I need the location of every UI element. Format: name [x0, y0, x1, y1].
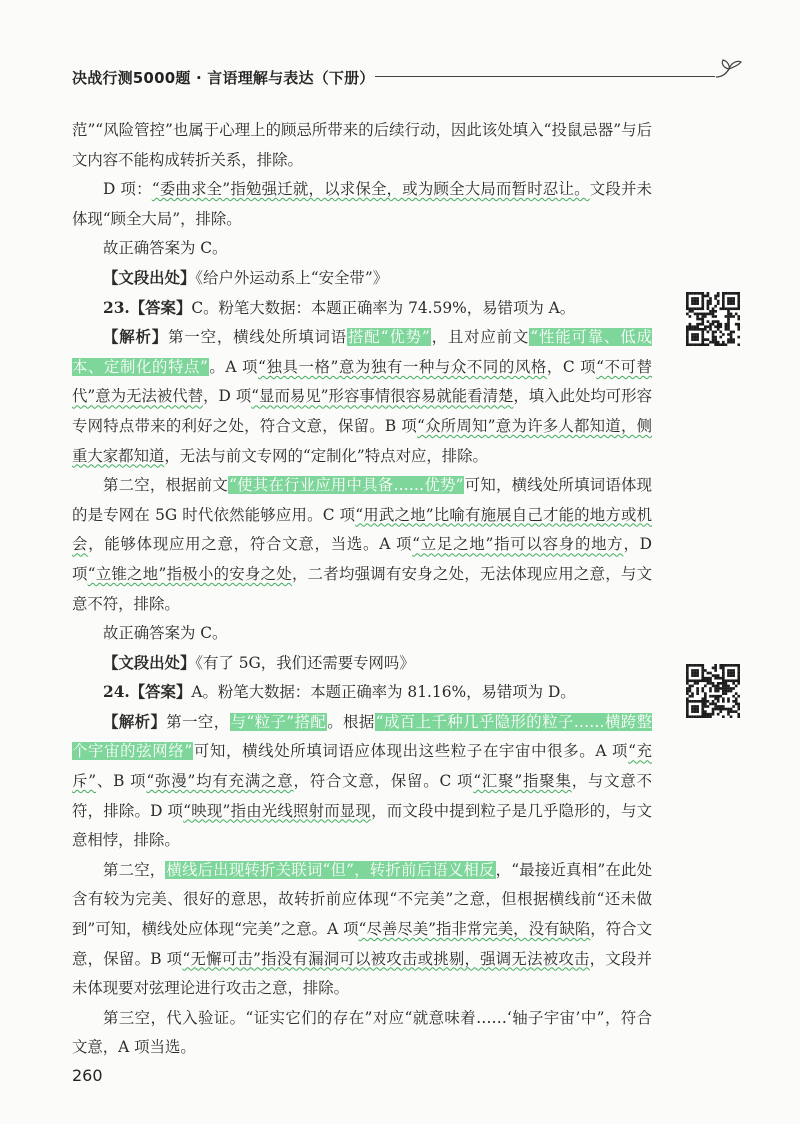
- underlined-text: “充斥”: [72, 742, 652, 791]
- paragraph: [72, 294, 652, 324]
- highlighted-text: 搭配“优势”: [348, 328, 430, 347]
- text-segment: 。根据: [327, 712, 375, 731]
- underlined-text: “映现”指由光线照射而显现: [183, 801, 372, 820]
- page-number: 260: [72, 1066, 103, 1085]
- text-segment: 《给户外运动系上“安全带”》: [195, 268, 389, 287]
- text-segment: ，二者均强调有安身之处，无法体现应用之意，与文意不符，排除。: [72, 564, 652, 613]
- section-label: 24.【答案】: [103, 683, 192, 702]
- text-segment: ，D 项: [72, 535, 652, 583]
- underlined-text: “弥漫”均有充满之意: [146, 772, 294, 791]
- text-segment: 故正确答案为 C。: [103, 239, 228, 258]
- underlined-text: “立足之地”指可以容身的地方: [412, 535, 624, 554]
- paragraph: [72, 264, 652, 294]
- text-segment: 第三空，代入验证。“证实它们的存在”对应“就意味着……‘轴子宇宙’中”，符合文意，A 项当选。: [72, 1008, 652, 1057]
- text-segment: ，文段并未体现要对弦理论进行攻击之意，排除。: [72, 949, 652, 998]
- text-segment: ，填入此处均可形容专网特点带来的利好之处，符合文意，保留。B 项: [72, 387, 652, 435]
- text-segment: ，而文段中提到粒子是几乎隐形的，与文意相悖，排除。: [72, 801, 652, 850]
- text-segment: ，符合文意，保留。B 项: [72, 920, 652, 968]
- underlined-text: “委曲求全”指勉强迁就，以求保全，或为顾全大局而暂时忍让。: [151, 180, 590, 199]
- paragraph: [72, 323, 652, 471]
- text-segment: ，“最接近真相”在此处含有较为完美、很好的意思，故转折前应体现“不完美”之意，但根据横线前“还未做到”可知，横线处应体现“完美”之意。A 项: [72, 860, 652, 939]
- text-segment: 文段并未体现“顾全大局”，排除。: [72, 180, 652, 228]
- qr-code-23[interactable]: [686, 292, 740, 346]
- text-segment: ，与文意不符，排除。D 项: [72, 772, 652, 820]
- highlighted-text: “性能可靠、低成本、定制化的特点”: [72, 328, 652, 376]
- paragraph: [72, 856, 652, 1004]
- paragraph: [72, 619, 652, 649]
- section-label: 【解析】: [103, 712, 167, 731]
- text-segment: 。A 项: [208, 357, 259, 376]
- paragraph: [72, 708, 652, 856]
- header-divider: [375, 76, 715, 77]
- underlined-text: “立锥之地”指极小的安身之处: [87, 564, 292, 583]
- highlighted-text: 横线后出现转折关联词“但”，转折前后语义相反: [166, 860, 495, 879]
- underlined-text: “汇聚”指聚集: [473, 772, 572, 791]
- highlighted-text: “使其在行业应用中具备……优势”: [229, 476, 464, 495]
- paragraph: [72, 234, 652, 264]
- section-label: 23.【答案】: [103, 298, 192, 317]
- text-segment: C。粉笔大数据：本题正确率为 74.59%，易错项为 A。: [191, 298, 576, 317]
- paragraph: [72, 678, 652, 708]
- text-segment: 故正确答案为 C。: [103, 624, 228, 643]
- text-segment: 范”“风险管控”也属于心理上的顾忌所带来的后续行动，因此该处填入“投鼠忌器”与后文内容不能构成转折关系，排除。: [72, 121, 652, 169]
- text-segment: ，C 项: [546, 357, 597, 376]
- highlighted-text: 与“粒子”搭配: [230, 712, 327, 731]
- text-segment: D 项：: [103, 180, 152, 199]
- paragraph: [72, 1004, 652, 1063]
- qr-code-icon: [686, 292, 740, 346]
- text-segment: ，且对应前文: [430, 328, 530, 347]
- underlined-text: “众所周知”意为许多人都知道，侧重大家都知道: [72, 416, 652, 465]
- text-segment: 《有了 5G，我们还需要专网吗》: [195, 653, 415, 672]
- underlined-text: “不可替代”意为无法被代替: [72, 357, 652, 406]
- book-title: 决战行测5000题 · 言语理解与表达（下册）: [72, 69, 375, 87]
- text-segment: ，符合文意，保留。C 项: [293, 772, 474, 791]
- section-label: 【解析】: [103, 328, 169, 347]
- underlined-text: “独具一格”意为独有一种与众不同的风格: [258, 357, 547, 376]
- text-segment: 第一空，横线处所填词语: [168, 328, 348, 347]
- paragraph: [72, 649, 652, 679]
- text-segment: 第二空，: [103, 860, 166, 879]
- text-segment: ，无法与前文专网的“定制化”特点对应，排除。: [164, 446, 488, 465]
- paragraph: [72, 471, 652, 619]
- text-segment: 可知，横线处所填词语应体现出这些粒子在宇宙中很多。A 项: [193, 742, 629, 761]
- sprout-icon: [712, 56, 746, 86]
- section-label: 【文段出处】: [103, 268, 196, 287]
- text-segment: ，能够体现应用之意，符合文意，当选。A 项: [88, 535, 413, 554]
- underlined-text: “尽善尽美”指非常完美，没有缺陷: [358, 920, 591, 939]
- section-label: 【文段出处】: [103, 653, 196, 672]
- underlined-text: “无懈可击”指没有漏洞可以被攻击或挑剔，强调无法被攻击: [182, 949, 590, 968]
- underlined-text: “用武之地”比喻有施展自己才能的地方或机会: [72, 505, 652, 554]
- qr-code-icon: [686, 664, 740, 718]
- paragraph: [72, 116, 652, 175]
- qr-code-24[interactable]: [686, 664, 740, 718]
- answer-explanation-body: [72, 116, 652, 1063]
- text-segment: 、B 项: [96, 772, 147, 791]
- text-segment: A。粉笔大数据：本题正确率为 81.16%，易错项为 D。: [191, 683, 576, 702]
- text-segment: ，D 项: [203, 387, 252, 406]
- paragraph: [72, 175, 652, 234]
- text-segment: 第一空，: [166, 712, 230, 731]
- highlighted-text: “成百上千种几乎隐形的粒子……横跨整个宇宙的弦网络”: [72, 712, 652, 761]
- underlined-text: “显而易见”形容事情很容易就能看清楚: [251, 387, 514, 406]
- text-segment: 第二空，根据前文: [103, 476, 228, 495]
- text-segment: 可知，横线处所填词语体现的是专网在 5G 时代依然能够应用。C 项: [72, 476, 652, 524]
